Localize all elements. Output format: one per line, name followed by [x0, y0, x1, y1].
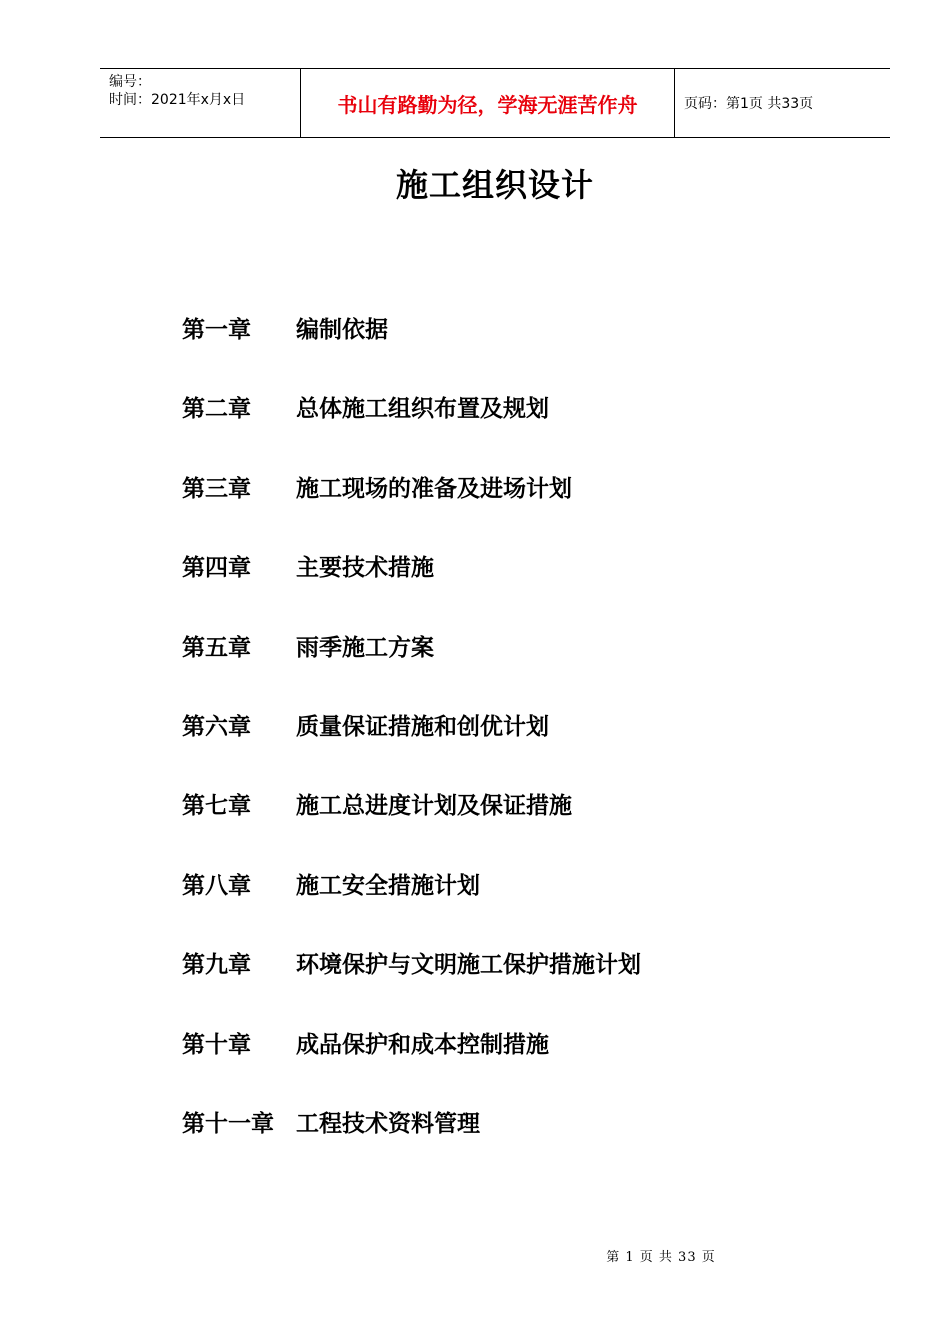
chapter-number: 第二章 [182, 396, 251, 423]
chapter-title: 成品保护和成本控制措施 [296, 1031, 549, 1058]
code-label: 编号： [109, 74, 151, 90]
chapter-title: 编制依据 [296, 317, 388, 343]
toc-item [182, 389, 641, 468]
chapter-title: 施工安全措施计划 [296, 872, 480, 899]
header-motto: 书山有路勤为径，学海无涯苦作舟 [301, 69, 675, 137]
chapter-title: 施工总进度计划及保证措施 [296, 793, 572, 820]
chapter-number: 第十章 [182, 1031, 251, 1058]
document-title: 施工组织设计 [395, 166, 594, 204]
chapter-number: 第八章 [182, 872, 251, 899]
chapter-number: 第三章 [182, 475, 251, 502]
toc-item [182, 548, 641, 627]
chapter-title: 主要技术措施 [296, 555, 434, 582]
toc-item [182, 469, 641, 548]
toc-item [182, 866, 641, 945]
chapter-number: 第十一章 [182, 1110, 274, 1137]
chapter-number: 第九章 [182, 952, 251, 979]
header-page-info: 页码：第1页 共33页 [684, 96, 814, 112]
chapter-number: 第七章 [182, 793, 251, 820]
toc-item [182, 1025, 641, 1104]
chapter-number: 第六章 [182, 713, 251, 740]
table-of-contents [182, 310, 641, 1183]
chapter-title: 总体施工组织布置及规划 [296, 396, 549, 423]
chapter-title: 环境保护与文明施工保护措施计划 [296, 952, 641, 979]
chapter-title: 质量保证措施和创优计划 [296, 713, 549, 740]
chapter-number: 第五章 [182, 634, 251, 661]
toc-item [182, 628, 641, 707]
chapter-number: 第四章 [182, 555, 251, 582]
chapter-number: 第一章 [182, 317, 251, 343]
page-header [100, 68, 890, 138]
chapter-title: 施工现场的准备及进场计划 [296, 475, 572, 502]
toc-item [182, 786, 641, 865]
date-label: 时间：2021年x月x日 [109, 92, 246, 108]
toc-item [182, 945, 641, 1024]
header-meta [100, 69, 301, 137]
toc-item [182, 707, 641, 786]
toc-item [182, 310, 641, 389]
page-footer: 第 1 页 共 33 页 [606, 1250, 716, 1265]
chapter-title: 雨季施工方案 [296, 634, 434, 661]
chapter-title: 工程技术资料管理 [296, 1110, 480, 1137]
toc-item [182, 1104, 641, 1183]
